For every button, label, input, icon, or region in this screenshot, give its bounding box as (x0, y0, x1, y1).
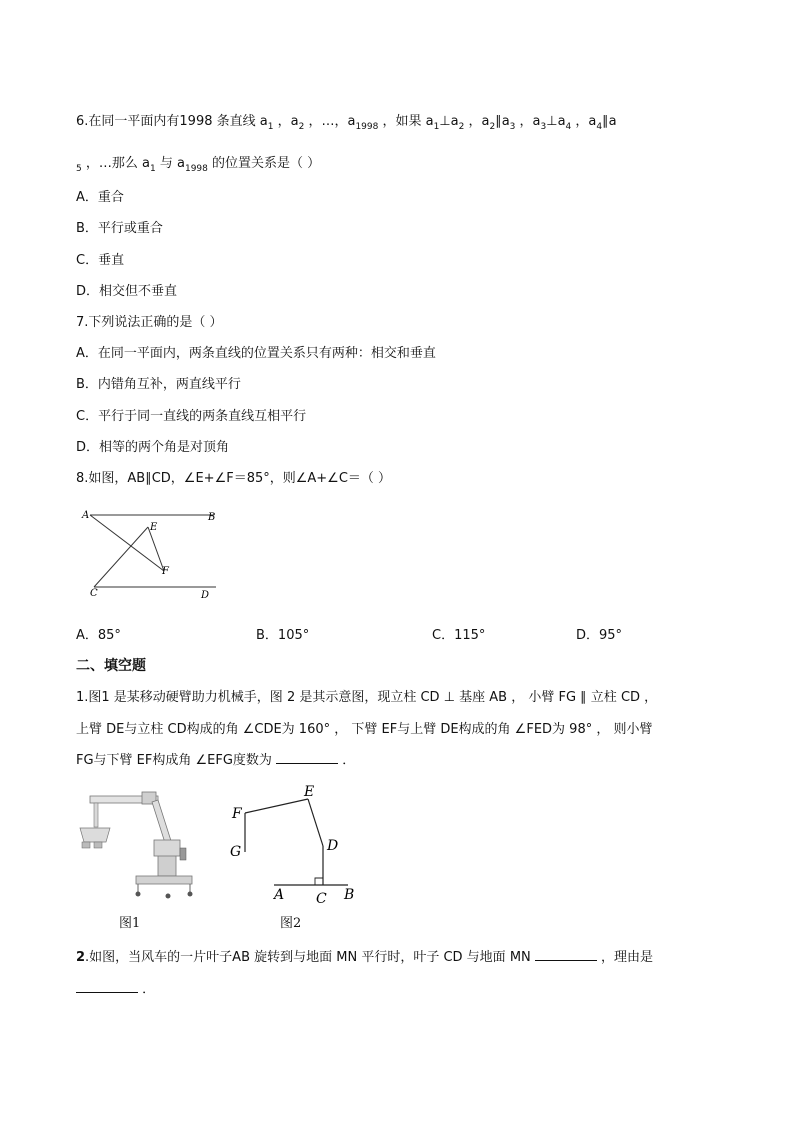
q7-stem: 7.下列说法正确的是（ ） (76, 315, 223, 330)
q6-option-c: C．垂直 (76, 253, 125, 268)
schematic-figure (226, 782, 366, 906)
fig2-caption: 图2 (280, 916, 302, 931)
label-f: F (232, 806, 242, 822)
q7-option-a: A．在同一平面内，两条直线的位置关系只有两种：相交和垂直 (76, 346, 436, 361)
fig1-caption: 图1 (119, 916, 141, 931)
label-b: B (344, 887, 355, 903)
label-e: E (150, 522, 158, 533)
label-e: E (304, 784, 315, 800)
f2-line1: 2.如图，当风车的一片叶子AB 旋转到与地面 MN 平行时，叶子 CD 与地面 MN ，理由是 (76, 950, 654, 965)
answer-blank-2[interactable] (76, 980, 138, 993)
q8-figure (76, 500, 226, 610)
label-c: C (90, 588, 98, 599)
answer-blank[interactable] (276, 751, 338, 764)
q6-option-d: D．相交但不垂直 (76, 284, 178, 299)
section-heading: 二、填空题 (76, 658, 146, 674)
label-f: F (162, 566, 169, 577)
q8-option-b: B．105° (256, 628, 310, 643)
label-d: D (201, 590, 210, 601)
f1-line3: FG与下臂 EF构成角 ∠EFG度数为 ． (76, 753, 356, 768)
q8-option-c: C．115° (432, 628, 486, 643)
label-b: B (208, 512, 216, 523)
q8-stem: 8.如图，AB∥CD，∠E+∠F＝85°，则∠A+∠C＝（ ） (76, 471, 392, 486)
f2-line2: ． (76, 978, 155, 997)
q7-option-b: B．内错角互补，两直线平行 (76, 377, 241, 392)
q8-option-a: A．85° (76, 628, 121, 643)
label-d: D (327, 838, 339, 854)
label-a: A (274, 887, 285, 903)
q6-option-b: B．平行或重合 (76, 221, 163, 236)
q6-option-a: A．重合 (76, 190, 124, 205)
q6-line1: 6.在同一平面内有1998 条直线 $a_1$ ，$a_2$ ，…，$a_{1998}$ ，如果 $a_1\perp a_2$ ，$a_2\parallel a_3$ ，$a_3\perp a_4$ ，$a_4\parallel a$ (76, 114, 617, 132)
answer-blank-1[interactable] (535, 948, 597, 961)
label-g: G (230, 844, 242, 860)
label-a: A (82, 510, 90, 521)
q7-option-c: C．平行于同一直线的两条直线互相平行 (76, 409, 307, 424)
q8-option-d: D．95° (576, 628, 623, 643)
q6-line2: $_5$ ，…那么 $a_1$ 与 $a_{1998}$ 的位置关系是（ ） (76, 156, 321, 174)
label-c: C (316, 891, 327, 906)
f1-line2: 上臂 DE与立柱 CD构成的角 ∠CDE为 160° ， 下臂 EF与上臂 DE构成的角 ∠FED为 98° ， 则小臂 (76, 722, 653, 737)
robot-arm-figure (76, 782, 206, 904)
q7-option-d: D．相等的两个角是对顶角 (76, 440, 230, 455)
f1-line1: 1.图1 是某移动硬臂助力机械手，图 2 是其示意图，现立柱 CD ⊥ 基座 AB ， 小臂 FG ∥ 立柱 CD ， (76, 690, 658, 705)
